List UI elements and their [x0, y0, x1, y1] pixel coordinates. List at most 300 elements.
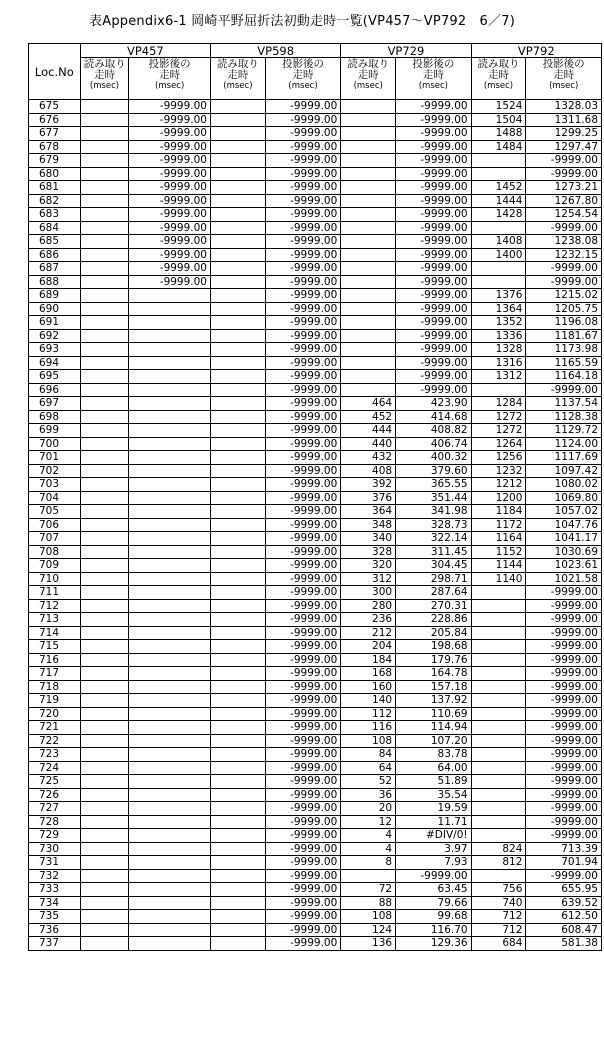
table-row	[29, 248, 602, 262]
vp792-proj-cell: 1164.18	[526, 370, 602, 384]
table-row	[29, 505, 602, 519]
vp457-raw-cell	[80, 221, 129, 235]
table-row	[29, 208, 602, 222]
table-row	[29, 397, 602, 411]
vp598-proj-cell: -9999.00	[265, 788, 341, 802]
vp598-raw-cell	[211, 869, 266, 883]
vp457-raw-cell	[80, 586, 129, 600]
vp457-raw-cell	[80, 775, 129, 789]
vp457-raw-cell	[80, 748, 129, 762]
table-row	[29, 127, 602, 141]
vp457-raw-cell	[80, 721, 129, 735]
vp457-proj-cell	[129, 532, 211, 546]
vp457-raw-cell	[80, 356, 129, 370]
vp598-raw-cell	[211, 329, 266, 343]
loc-no-cell: 735	[29, 910, 81, 924]
vp598-raw-cell	[211, 451, 266, 465]
vp729-proj-cell: 205.84	[396, 626, 472, 640]
vp792-raw-cell: 1212	[471, 478, 526, 492]
table-row	[29, 586, 602, 600]
raw-header-line2: 走時	[357, 69, 379, 81]
vp457-proj-cell	[129, 640, 211, 654]
vp457-raw-cell	[80, 815, 129, 829]
vp792-raw-cell: 1504	[471, 113, 526, 127]
vp792-raw-cell	[471, 640, 526, 654]
loc-no-cell: 692	[29, 329, 81, 343]
vp729-proj-cell: 179.76	[396, 653, 472, 667]
vp457-proj-cell	[129, 802, 211, 816]
vp457-raw-cell	[80, 208, 129, 222]
vp729-raw-cell: 140	[341, 694, 396, 708]
vp729-proj-cell: 114.94	[396, 721, 472, 735]
vp792-proj-cell: -9999.00	[526, 721, 602, 735]
vp792-proj-cell: 1137.54	[526, 397, 602, 411]
vp598-raw-cell	[211, 559, 266, 573]
loc-no-cell: 676	[29, 113, 81, 127]
proj-header-line1: 投影後の	[282, 58, 325, 70]
vp729-raw-cell: 340	[341, 532, 396, 546]
raw-header-unit: (msec)	[223, 81, 253, 91]
group-header-vp598: VP598	[211, 44, 341, 58]
projected-time-header	[526, 58, 602, 100]
vp792-proj-cell: 1196.08	[526, 316, 602, 330]
vp457-raw-cell	[80, 694, 129, 708]
vp792-raw-cell: 1140	[471, 572, 526, 586]
vp457-raw-cell	[80, 869, 129, 883]
loc-no-cell: 691	[29, 316, 81, 330]
vp598-raw-cell	[211, 127, 266, 141]
loc-no-cell: 686	[29, 248, 81, 262]
vp792-proj-cell: -9999.00	[526, 829, 602, 843]
vp729-raw-cell	[341, 302, 396, 316]
vp792-proj-cell: 1030.69	[526, 545, 602, 559]
vp457-proj-cell	[129, 397, 211, 411]
vp729-proj-cell: -9999.00	[396, 356, 472, 370]
vp598-raw-cell	[211, 653, 266, 667]
vp457-proj-cell	[129, 694, 211, 708]
vp729-raw-cell: 320	[341, 559, 396, 573]
vp457-proj-cell	[129, 329, 211, 343]
vp598-raw-cell	[211, 815, 266, 829]
vp729-raw-cell	[341, 221, 396, 235]
vp729-raw-cell: 408	[341, 464, 396, 478]
projected-time-header	[396, 58, 472, 100]
vp457-raw-cell	[80, 167, 129, 181]
vp457-proj-cell	[129, 518, 211, 532]
table-row	[29, 680, 602, 694]
vp729-raw-cell: 204	[341, 640, 396, 654]
vp457-raw-cell	[80, 316, 129, 330]
vp457-proj-cell	[129, 451, 211, 465]
vp729-proj-cell: 110.69	[396, 707, 472, 721]
vp792-raw-cell	[471, 221, 526, 235]
loc-no-cell: 702	[29, 464, 81, 478]
raw-header-unit: (msec)	[89, 81, 120, 91]
vp598-proj-cell: -9999.00	[265, 761, 341, 775]
vp598-proj-cell: -9999.00	[265, 640, 341, 654]
vp729-proj-cell: 83.78	[396, 748, 472, 762]
vp598-raw-cell	[211, 613, 266, 627]
vp792-proj-cell: -9999.00	[526, 221, 602, 235]
vp598-raw-cell	[211, 775, 266, 789]
vp792-raw-cell: 1152	[471, 545, 526, 559]
vp729-raw-cell	[341, 343, 396, 357]
vp457-proj-cell: -9999.00	[129, 221, 211, 235]
vp457-raw-cell	[80, 680, 129, 694]
vp792-proj-cell: 1181.67	[526, 329, 602, 343]
vp792-raw-cell	[471, 680, 526, 694]
vp729-raw-cell	[341, 370, 396, 384]
vp457-raw-cell	[80, 302, 129, 316]
vp729-proj-cell: 228.86	[396, 613, 472, 627]
projected-time-header	[129, 58, 211, 100]
vp792-proj-cell: 1299.25	[526, 127, 602, 141]
vp457-proj-cell	[129, 937, 211, 951]
travel-time-table	[28, 43, 602, 951]
raw-header-line2: 走時	[487, 69, 509, 81]
vp457-proj-cell	[129, 343, 211, 357]
vp598-raw-cell	[211, 167, 266, 181]
vp729-raw-cell	[341, 869, 396, 883]
vp598-raw-cell	[211, 802, 266, 816]
vp792-raw-cell: 1316	[471, 356, 526, 370]
vp792-raw-cell: 1144	[471, 559, 526, 573]
vp729-raw-cell	[341, 167, 396, 181]
vp598-raw-cell	[211, 464, 266, 478]
vp729-raw-cell: 300	[341, 586, 396, 600]
vp457-raw-cell	[80, 640, 129, 654]
vp792-proj-cell: -9999.00	[526, 586, 602, 600]
vp598-raw-cell	[211, 343, 266, 357]
vp729-raw-cell: 212	[341, 626, 396, 640]
vp792-proj-cell: 1129.72	[526, 424, 602, 438]
vp598-proj-cell: -9999.00	[265, 667, 341, 681]
vp792-proj-cell: 1057.02	[526, 505, 602, 519]
vp598-proj-cell: -9999.00	[265, 680, 341, 694]
vp457-proj-cell: -9999.00	[129, 154, 211, 168]
vp457-proj-cell	[129, 437, 211, 451]
vp598-proj-cell: -9999.00	[265, 451, 341, 465]
raw-header-line2: 走時	[94, 69, 115, 81]
vp729-proj-cell: -9999.00	[396, 316, 472, 330]
vp792-raw-cell	[471, 707, 526, 721]
vp598-proj-cell: -9999.00	[265, 140, 341, 154]
table-row	[29, 329, 602, 343]
table-row	[29, 707, 602, 721]
vp792-raw-cell: 812	[471, 856, 526, 870]
vp457-raw-cell	[80, 100, 129, 114]
vp792-proj-cell: 655.95	[526, 883, 602, 897]
loc-no-cell: 729	[29, 829, 81, 843]
vp729-raw-cell: 328	[341, 545, 396, 559]
vp729-proj-cell: #DIV/0!	[396, 829, 472, 843]
vp598-proj-cell: -9999.00	[265, 194, 341, 208]
loc-no-cell: 689	[29, 289, 81, 303]
vp598-proj-cell: -9999.00	[265, 302, 341, 316]
vp792-proj-cell: -9999.00	[526, 640, 602, 654]
vp792-raw-cell: 1400	[471, 248, 526, 262]
vp729-proj-cell: 164.78	[396, 667, 472, 681]
loc-no-cell: 725	[29, 775, 81, 789]
vp729-raw-cell: 280	[341, 599, 396, 613]
vp729-raw-cell	[341, 383, 396, 397]
vp792-proj-cell: 1021.58	[526, 572, 602, 586]
table-row	[29, 113, 602, 127]
vp457-raw-cell	[80, 707, 129, 721]
vp792-raw-cell	[471, 626, 526, 640]
proj-header-unit: (msec)	[288, 81, 318, 91]
vp792-proj-cell: 1041.17	[526, 532, 602, 546]
raw-header-unit: (msec)	[353, 81, 383, 91]
vp457-raw-cell	[80, 248, 129, 262]
vp792-raw-cell: 740	[471, 896, 526, 910]
loc-no-cell: 697	[29, 397, 81, 411]
vp457-proj-cell	[129, 572, 211, 586]
vp729-proj-cell: -9999.00	[396, 235, 472, 249]
vp792-raw-cell	[471, 262, 526, 276]
vp598-proj-cell: -9999.00	[265, 464, 341, 478]
vp457-raw-cell	[80, 127, 129, 141]
vp729-proj-cell: 107.20	[396, 734, 472, 748]
vp792-proj-cell: -9999.00	[526, 653, 602, 667]
vp598-proj-cell: -9999.00	[265, 694, 341, 708]
vp598-raw-cell	[211, 154, 266, 168]
vp729-proj-cell: 351.44	[396, 491, 472, 505]
vp729-raw-cell: 112	[341, 707, 396, 721]
vp598-raw-cell	[211, 761, 266, 775]
vp729-proj-cell: -9999.00	[396, 140, 472, 154]
vp598-proj-cell: -9999.00	[265, 532, 341, 546]
vp598-raw-cell	[211, 721, 266, 735]
vp792-proj-cell: 1069.80	[526, 491, 602, 505]
vp598-proj-cell: -9999.00	[265, 167, 341, 181]
vp729-proj-cell: 423.90	[396, 397, 472, 411]
raw-header-line2: 走時	[227, 69, 249, 81]
vp598-raw-cell	[211, 788, 266, 802]
vp729-proj-cell: -9999.00	[396, 221, 472, 235]
vp598-raw-cell	[211, 221, 266, 235]
vp457-proj-cell	[129, 910, 211, 924]
vp792-raw-cell: 1488	[471, 127, 526, 141]
vp457-proj-cell	[129, 410, 211, 424]
vp792-raw-cell: 1352	[471, 316, 526, 330]
vp598-proj-cell: -9999.00	[265, 586, 341, 600]
vp792-proj-cell: -9999.00	[526, 775, 602, 789]
table-row	[29, 478, 602, 492]
table-row	[29, 491, 602, 505]
loc-no-cell: 701	[29, 451, 81, 465]
vp457-proj-cell	[129, 356, 211, 370]
vp792-proj-cell: -9999.00	[526, 734, 602, 748]
loc-no-cell: 696	[29, 383, 81, 397]
vp729-raw-cell	[341, 275, 396, 289]
proj-header-line1: 投影後の	[148, 58, 191, 70]
vp792-proj-cell: -9999.00	[526, 694, 602, 708]
table-row	[29, 640, 602, 654]
vp792-raw-cell	[471, 869, 526, 883]
vp457-proj-cell: -9999.00	[129, 194, 211, 208]
loc-no-cell: 710	[29, 572, 81, 586]
vp457-raw-cell	[80, 761, 129, 775]
vp729-proj-cell: -9999.00	[396, 181, 472, 195]
vp598-raw-cell	[211, 667, 266, 681]
vp598-proj-cell: -9999.00	[265, 559, 341, 573]
table-row	[29, 302, 602, 316]
vp457-raw-cell	[80, 667, 129, 681]
vp598-proj-cell: -9999.00	[265, 289, 341, 303]
vp729-raw-cell: 116	[341, 721, 396, 735]
vp457-proj-cell	[129, 869, 211, 883]
table-row	[29, 937, 602, 951]
vp598-raw-cell	[211, 194, 266, 208]
vp792-proj-cell: -9999.00	[526, 626, 602, 640]
vp457-raw-cell	[80, 154, 129, 168]
header-row-subcolumns	[29, 58, 602, 100]
vp792-raw-cell: 1364	[471, 302, 526, 316]
vp792-proj-cell: -9999.00	[526, 680, 602, 694]
vp457-raw-cell	[80, 545, 129, 559]
vp729-proj-cell: 35.54	[396, 788, 472, 802]
vp792-proj-cell: -9999.00	[526, 815, 602, 829]
vp729-proj-cell: -9999.00	[396, 383, 472, 397]
vp729-proj-cell: -9999.00	[396, 289, 472, 303]
loc-no-cell: 723	[29, 748, 81, 762]
vp598-raw-cell	[211, 910, 266, 924]
vp729-proj-cell: 400.32	[396, 451, 472, 465]
vp457-proj-cell	[129, 748, 211, 762]
vp457-proj-cell	[129, 815, 211, 829]
table-row	[29, 451, 602, 465]
vp598-raw-cell	[211, 599, 266, 613]
vp792-raw-cell: 1172	[471, 518, 526, 532]
vp457-raw-cell	[80, 559, 129, 573]
raw-time-header	[471, 58, 526, 100]
vp729-raw-cell: 464	[341, 397, 396, 411]
vp792-proj-cell: -9999.00	[526, 788, 602, 802]
vp792-proj-cell: 1023.61	[526, 559, 602, 573]
vp792-raw-cell: 1428	[471, 208, 526, 222]
vp598-proj-cell: -9999.00	[265, 842, 341, 856]
table-row	[29, 572, 602, 586]
vp598-raw-cell	[211, 424, 266, 438]
table-row	[29, 775, 602, 789]
vp729-proj-cell: 414.68	[396, 410, 472, 424]
raw-time-header	[80, 58, 129, 100]
vp792-proj-cell: 1267.80	[526, 194, 602, 208]
vp598-proj-cell: -9999.00	[265, 815, 341, 829]
loc-no-cell: 715	[29, 640, 81, 654]
vp792-raw-cell: 712	[471, 910, 526, 924]
vp729-raw-cell: 184	[341, 653, 396, 667]
vp457-raw-cell	[80, 383, 129, 397]
group-header-vp729: VP729	[341, 44, 471, 58]
loc-no-cell: 717	[29, 667, 81, 681]
vp729-raw-cell	[341, 235, 396, 249]
loc-no-cell: 675	[29, 100, 81, 114]
table-row	[29, 842, 602, 856]
vp598-proj-cell: -9999.00	[265, 545, 341, 559]
table-row	[29, 289, 602, 303]
vp729-proj-cell: 328.73	[396, 518, 472, 532]
raw-header-unit: (msec)	[483, 81, 514, 91]
loc-no-cell: 732	[29, 869, 81, 883]
vp457-raw-cell	[80, 896, 129, 910]
vp729-raw-cell: 4	[341, 842, 396, 856]
vp792-proj-cell: -9999.00	[526, 667, 602, 681]
vp792-proj-cell: 1128.38	[526, 410, 602, 424]
vp598-raw-cell	[211, 478, 266, 492]
vp598-raw-cell	[211, 856, 266, 870]
vp792-raw-cell	[471, 815, 526, 829]
vp729-raw-cell	[341, 262, 396, 276]
vp792-raw-cell: 1272	[471, 424, 526, 438]
vp729-proj-cell: 341.98	[396, 505, 472, 519]
vp457-raw-cell	[80, 518, 129, 532]
vp457-proj-cell	[129, 289, 211, 303]
loc-no-cell: 734	[29, 896, 81, 910]
vp457-proj-cell: -9999.00	[129, 275, 211, 289]
vp729-raw-cell	[341, 356, 396, 370]
vp598-raw-cell	[211, 694, 266, 708]
vp598-proj-cell: -9999.00	[265, 802, 341, 816]
table-row	[29, 856, 602, 870]
loc-no-cell: 736	[29, 923, 81, 937]
vp457-raw-cell	[80, 140, 129, 154]
vp598-proj-cell: -9999.00	[265, 775, 341, 789]
vp598-raw-cell	[211, 545, 266, 559]
vp729-raw-cell	[341, 181, 396, 195]
vp729-proj-cell: 379.60	[396, 464, 472, 478]
vp792-proj-cell: 1254.54	[526, 208, 602, 222]
vp598-raw-cell	[211, 626, 266, 640]
loc-no-cell: 737	[29, 937, 81, 951]
loc-no-cell: 713	[29, 613, 81, 627]
table-row	[29, 100, 602, 114]
table-row	[29, 221, 602, 235]
table-row	[29, 748, 602, 762]
vp792-raw-cell	[471, 653, 526, 667]
loc-no-cell: 690	[29, 302, 81, 316]
vp457-proj-cell	[129, 316, 211, 330]
vp598-proj-cell: -9999.00	[265, 208, 341, 222]
group-header-vp792: VP792	[471, 44, 601, 58]
vp729-raw-cell: 376	[341, 491, 396, 505]
vp457-proj-cell	[129, 680, 211, 694]
vp598-proj-cell: -9999.00	[265, 505, 341, 519]
vp457-proj-cell: -9999.00	[129, 262, 211, 276]
raw-header-line1: 読み取り	[83, 58, 126, 70]
vp729-raw-cell: 8	[341, 856, 396, 870]
vp729-proj-cell: 157.18	[396, 680, 472, 694]
table-row	[29, 140, 602, 154]
table-row	[29, 181, 602, 195]
vp792-proj-cell: 608.47	[526, 923, 602, 937]
vp598-raw-cell	[211, 734, 266, 748]
vp729-raw-cell: 36	[341, 788, 396, 802]
vp598-raw-cell	[211, 208, 266, 222]
vp792-raw-cell	[471, 761, 526, 775]
vp598-raw-cell	[211, 397, 266, 411]
vp729-proj-cell: 116.70	[396, 923, 472, 937]
loc-no-cell: 708	[29, 545, 81, 559]
loc-no-cell: 719	[29, 694, 81, 708]
table-row	[29, 721, 602, 735]
vp457-raw-cell	[80, 451, 129, 465]
vp792-raw-cell: 684	[471, 937, 526, 951]
loc-no-cell: 704	[29, 491, 81, 505]
vp457-proj-cell: -9999.00	[129, 100, 211, 114]
loc-no-cell: 714	[29, 626, 81, 640]
